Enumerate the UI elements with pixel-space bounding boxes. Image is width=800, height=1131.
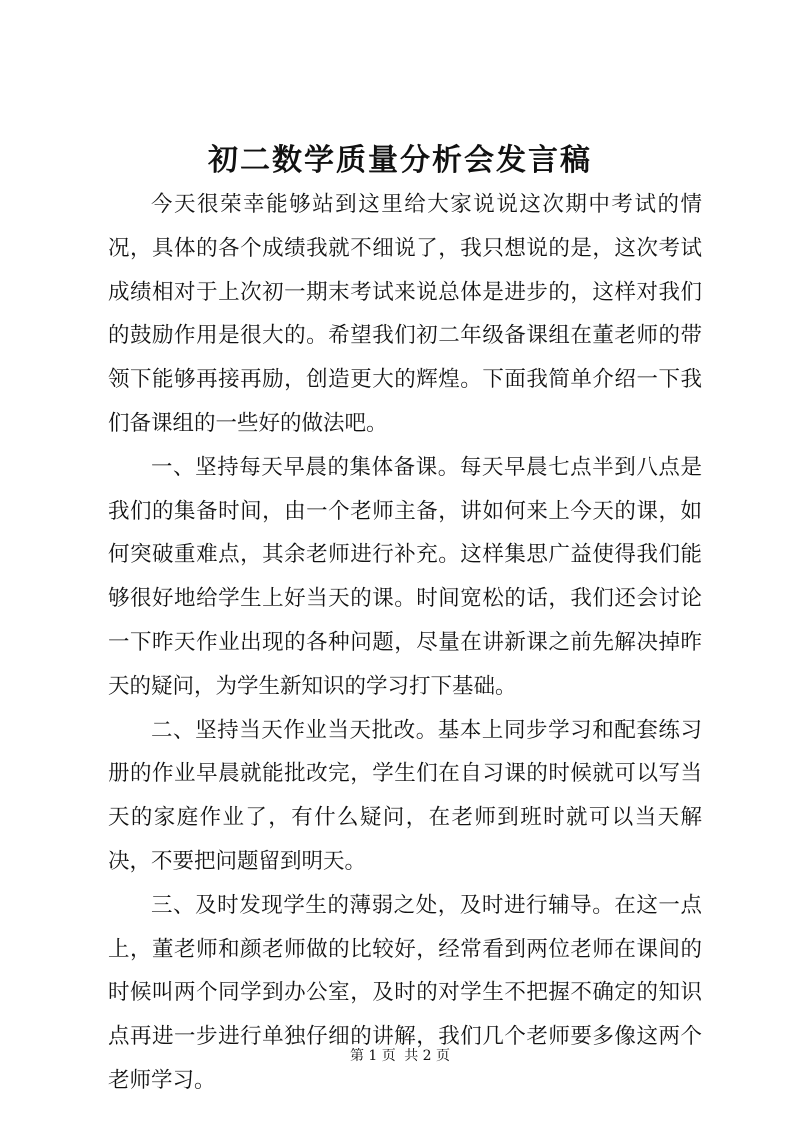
page-total: 共 2 页 bbox=[404, 1048, 451, 1064]
paragraph-point-3: 三、及时发现学生的薄弱之处，及时进行辅导。在这一点上，董老师和颜老师做的比较好，经常看到两位老师在课间的时候叫两个同学到办公室，及时的对学生不把握不确定的知识点再进一步进行单独仔细的讲解，我们几个老师要多像这两个老师学习。 bbox=[108, 892, 702, 1093]
document-body bbox=[108, 183, 702, 1103]
document-title: 初二数学质量分析会发言稿 bbox=[208, 143, 592, 178]
paragraph-point-1: 一、坚持每天早晨的集体备课。每天早晨七点半到八点是我们的集备时间，由一个老师主备，讲如何来上今天的课，如何突破重难点，其余老师进行补充。这样集思广益使得我们能够很好地给学生上好当天的课。时间宽松的话，我们还会讨论一下昨天作业出现的各种问题，尽量在讲新课之前先解决掉昨天的疑问，为学生新知识的学习打下基础。 bbox=[108, 454, 702, 699]
page-number: 第 1 页 bbox=[349, 1048, 396, 1064]
paragraph-point-2: 二、坚持当天作业当天批改。基本上同步学习和配套练习册的作业早晨就能批改完，学生们在自习课的时候就可以写当天的家庭作业了，有什么疑问，在老师到班时就可以当天解决，不要把问题留到明天。 bbox=[108, 717, 702, 874]
paragraph-intro: 今天很荣幸能够站到这里给大家说说这次期中考试的情况，具体的各个成绩我就不细说了，我只想说的是，这次考试成绩相对于上次初一期末考试来说总体是进步的，这样对我们的鼓励作用是很大的。希望我们初二年级备课组在董老师的带领下能够再接再励，创造更大的辉煌。下面我简单介绍一下我们备课组的一些好的做法吧。 bbox=[108, 192, 702, 436]
page-footer bbox=[0, 1046, 800, 1066]
